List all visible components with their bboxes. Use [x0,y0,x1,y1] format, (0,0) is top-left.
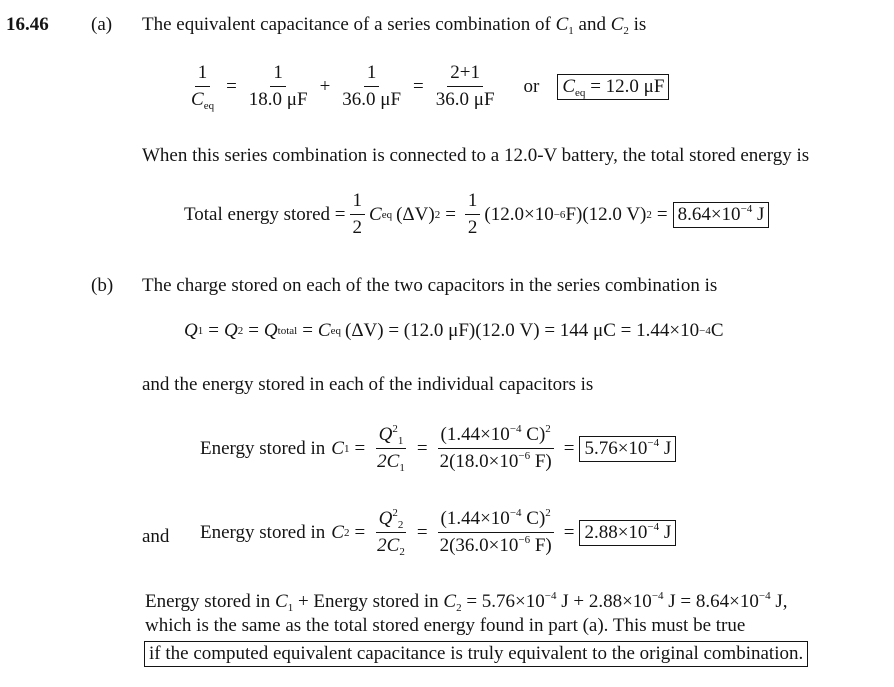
sum-exp-b: −4 [651,590,664,602]
energy-c1-num-exp: −4 [509,423,522,435]
energy-c1-symbol: C [331,437,344,459]
energy-c1-frac-den [374,449,408,473]
equation-charge: Q 1 = Q 2 = Q total = C eq (ΔV) = (12.0 μF)(12.0 V) = 144 μC = 1.44×10 −4 C [184,320,724,341]
energy-c2-den-exp: −6 [518,534,531,546]
sum-plus-text: + Energy stored in [297,591,439,612]
equals-sign-6: = [248,320,259,341]
energy-c2-num-sq: 2 [545,507,551,519]
boxed-ceq-value: = 12.0 μF [590,75,665,97]
energy-c2-den-tail: F) [530,535,552,556]
sum-exp-a: −4 [544,590,557,602]
energy-c2-frac-num [376,508,407,533]
sum-eq-d: J, [770,591,788,612]
equals-sign-2: = [413,75,424,97]
half-denominator-2: 2 [467,217,478,238]
energy-intro: and the energy stored in each of the individual capacitors is [142,374,594,395]
twoc1-den: 2C [377,451,400,472]
energy-c2-label: Energy stored in [200,521,326,543]
twoc2-den-sub: 2 [399,546,405,558]
q1-sub-frac: 1 [397,435,404,447]
half-fraction-2 [465,190,481,239]
part-b-label: (b) [91,275,114,296]
energy-middle-unit: F)(12.0 V) [565,203,647,225]
ceq-symbol: C [191,89,204,110]
sum-c1-symbol: C [275,591,288,612]
energy-c1-den-text: 2(18.0×10 [439,451,519,472]
sum-eq-b: J + 2.88×10 [556,591,652,612]
energy-c2-symbol: C [331,521,344,543]
equals-sign: = [226,75,237,97]
fraction-term-3-denominator: 36.0 μF [435,89,495,110]
boxed-ceq-result [557,74,669,100]
q2-sub-frac: 2 [397,519,404,531]
energy-c2-value: 2.88×10 [584,521,648,543]
energy-c1-num-num [438,424,554,449]
energy-c1-num-den [437,449,555,473]
half-denominator: 2 [352,217,363,238]
ceq-symbol-2: C [369,203,382,225]
qtotal-symbol: Q [263,320,278,341]
and-word: and [578,14,606,35]
fraction-term-3-numerator: 2+1 [447,62,483,87]
energy-c2-fraction-numeric [437,508,555,557]
part-a-intro-text: The equivalent capacitance of a series combination of [142,14,551,35]
q1-sq-frac: 2 [392,423,398,435]
ceq-subscript: eq [203,100,215,112]
fraction-lhs [188,62,217,111]
energy-c2-num-text: (1.44×10 [440,508,510,529]
equation-energy-c2: Energy stored in C 2 = $\frac{Q^2_2}{2C_2}$ = $\frac{(1.44\times 10^{-4} C)^2}{2(36.0\times 10^{-6} F)}$ = $2.88\times 10^{-4}$ J [200,508,676,557]
sum-eq-c: J = 8.64×10 [663,591,759,612]
equals-sign-4: = [656,203,668,225]
q1-sym-frac: Q [378,424,393,445]
equals-sign-8: = [354,437,366,459]
fraction-term-1-numerator: 1 [270,62,286,87]
and-label: and [142,526,170,547]
sum-eq-a: = 5.76×10 [466,591,545,612]
equation-energy-c1: Energy stored in C 1 = $\frac{Q^2_1}{2C_1}$ = $\frac{(1.44\times 10^{-4} C)^2}{2(18.0\times 10^{-6} F)}$ = $5.76\times 10^{-4}$ J [200,424,676,473]
ceq-symbol-3: C [317,320,331,341]
half-numerator: 1 [350,190,366,215]
energy-c2-unit: J [659,521,672,543]
sum-c2-subscript: 2 [456,602,462,614]
delta-v: (ΔV) [396,203,435,225]
part-a-intro [142,14,646,36]
equals-sign-3: = [445,203,456,225]
energy-c2-frac-den [374,533,408,557]
equals-sign-10: = [563,437,575,459]
equation-total-energy: Total energy stored = $\frac{1}{2}$ C eq (ΔV) 2 = $\frac{1}{2}$ (12.0×10 −6 F)(12.0 V) 2 = $8.64\times 10^{-4}$ J [184,190,769,239]
equals-sign-12: = [416,521,428,543]
charge-equation-rest: (ΔV) = (12.0 μF)(12.0 V) = 144 μC = 1.44×10 [345,320,700,341]
fraction-lhs-denominator [188,87,217,111]
same-energy-text: which is the same as the total stored energy found in part (a). This must be true [145,615,746,636]
energy-middle: (12.0×10 [484,203,554,225]
energy-c1-num-sq: 2 [545,423,551,435]
c1-subscript: 1 [568,25,574,37]
energy-c1-unit: J [659,437,672,459]
energy-c2-exponent: −4 [647,520,660,533]
energy-c1-fraction-numeric [437,424,555,473]
charge-unit: C [710,320,724,341]
twoc1-den-sub: 1 [399,462,405,474]
equals-sign-9: = [416,437,428,459]
q2-symbol: Q [223,320,238,341]
sum-c2-symbol: C [443,591,457,612]
boxed-ceq-subscript: eq [575,86,586,99]
twoc2-den: 2C [377,535,400,556]
equals-sign-7: = [302,320,313,341]
energy-c2-fraction-symbolic [374,508,408,557]
half-numerator-2: 1 [465,190,481,215]
fraction-term-3 [433,62,498,111]
part-a-label: (a) [91,14,113,35]
sum-c1-subscript: 1 [287,602,294,614]
energy-c1-num-text: (1.44×10 [440,424,510,445]
boxed-total-energy [673,202,770,228]
energy-c2-den-text: 2(36.0×10 [439,535,519,556]
q2-sym-frac: Q [378,508,393,529]
equals-sign-13: = [563,521,575,543]
energy-c1-num-tail: C) [521,424,546,445]
total-energy-label: Total energy stored = [184,203,346,225]
energy-c2-num-exp: −4 [509,507,522,519]
equation-series-capacitance [184,62,669,111]
battery-text: When this series combination is connected to a 12.0-V battery, the total stored energy is [142,145,810,166]
total-energy-unit: J [752,203,765,225]
boxed-energy-c2 [579,520,676,546]
fraction-term-1 [246,62,311,111]
energy-c1-fraction-symbolic [374,424,408,473]
sum-exp-c: −4 [758,590,771,602]
boxed-energy-c1 [579,436,676,462]
boxed-ceq-symbol: C [562,75,576,97]
energy-c1-label: Energy stored in [200,437,326,459]
energy-c2-num-tail: C) [521,508,546,529]
energy-c1-den-tail: F) [530,451,552,472]
energy-c1-value: 5.76×10 [584,437,648,459]
c2-subscript: 2 [623,25,629,37]
energy-c2-num-den [437,533,555,557]
fraction-term-2-denominator: 36.0 μF [342,89,402,110]
q1-symbol: Q [184,320,198,341]
fraction-term-2 [339,62,404,111]
energy-c1-exponent: −4 [647,436,660,449]
energy-c2-num-num [438,508,554,533]
or-word: or [523,75,540,97]
energy-c1-den-exp: −6 [518,450,531,462]
q2-sq-frac: 2 [392,507,398,519]
is-word: is [633,14,647,35]
part-b-intro: The charge stored on each of the two capacitors in the series combination is [142,275,718,296]
energy-c1-frac-num [376,424,407,449]
fraction-lhs-numerator: 1 [195,62,211,87]
c1-symbol: C [555,14,569,35]
sum-line [145,591,787,613]
total-energy-exponent: −4 [740,202,753,215]
equals-sign-5: = [208,320,219,341]
boxed-conclusion: if the computed equivalent capacitance is truly equivalent to the original combination. [144,641,808,667]
sum-line-start: Energy stored in [145,591,271,612]
c2-symbol: C [610,14,624,35]
half-fraction [350,190,366,239]
fraction-term-2-numerator: 1 [364,62,380,87]
total-energy-value: 8.64×10 [677,203,741,225]
equals-sign-11: = [354,521,366,543]
plus-sign: + [319,75,331,97]
fraction-term-1-denominator: 18.0 μF [248,89,308,110]
problem-number: 16.46 [6,14,49,35]
